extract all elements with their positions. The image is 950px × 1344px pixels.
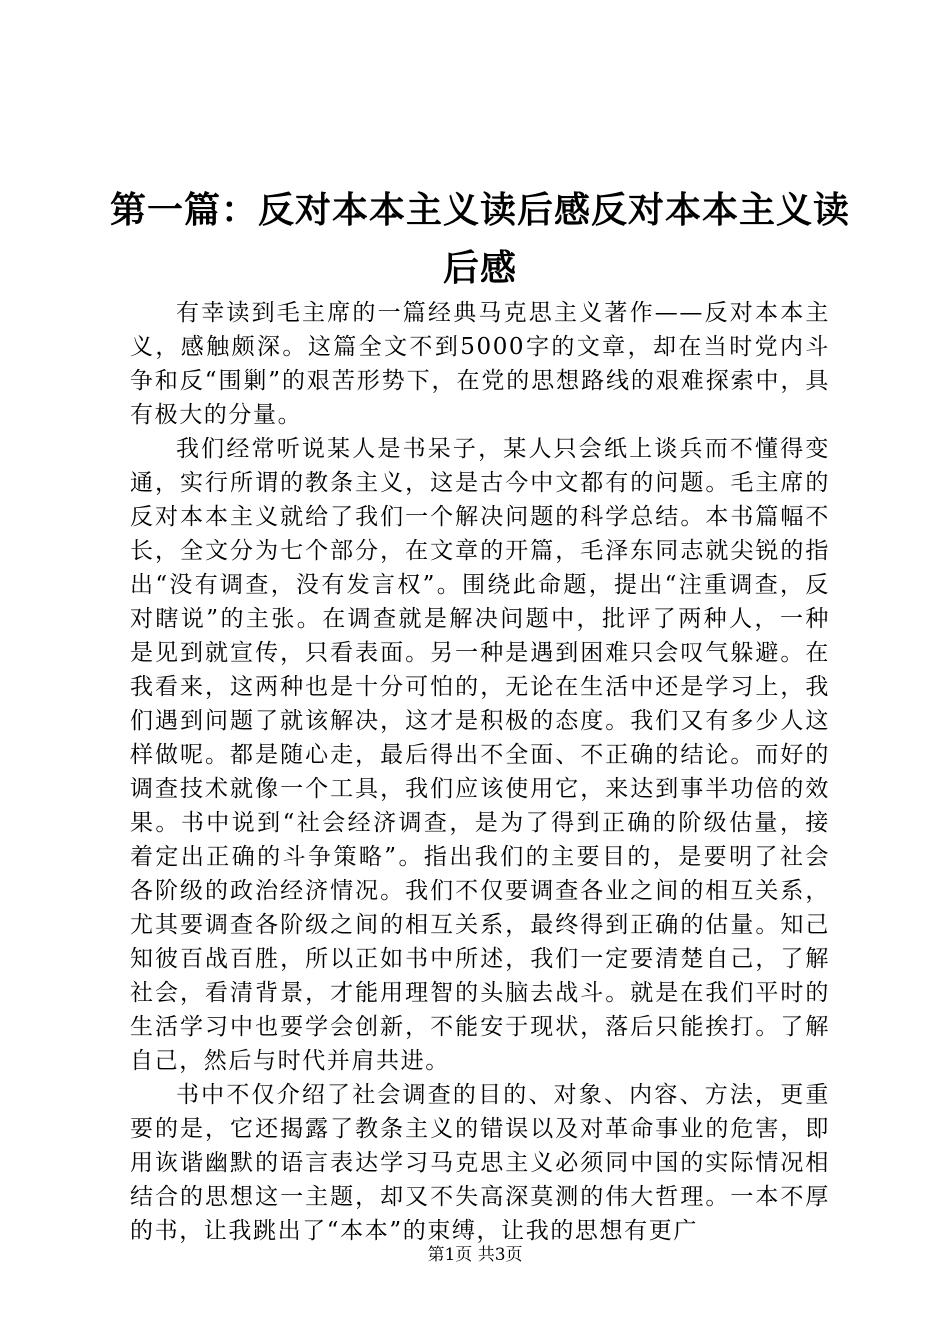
- document-title: 第一篇：反对本本主义读后感反对本本主义读后感: [109, 190, 850, 290]
- paragraph-2: 我们经常听说某人是书呆子，某人只会纸上谈兵而不懂得变通，实行所谓的教条主义，这是古今中文都有的问题。毛主席的反对本本主义就给了我们一个解决问题的科学总结。本书篇幅不长，全文分为七个部分，在文章的开篇，毛泽东同志就尖锐的指出“没有调查，没有发言权”。围绕此命题，提出“注重调查，反对瞎说”的主张。在调查就是解决问题中，批评了两种人，一种是见到就宣传，只看表面。另一种是遇到困难只会叹气躲避。在我看来，这两种也是十分可怕的，无论在生活中还是学习上，我们遇到问题了就该解决，这才是积极的态度。我们又有多少人这样做呢。都是随心走，最后得出不全面、不正确的结论。而好的调查技术就像一个工具，我们应该使用它，来达到事半功倍的效果。书中说到“社会经济调查，是为了得到正确的阶级估量，接着定出正确的斗争策略”。指出我们的主要目的，是要明了社会各阶级的政治经济情况。我们不仅要调查各业之间的相互关系，尤其要调查各阶级之间的相互关系，最终得到正确的估量。知己知彼百战百胜，所以正如书中所述，我们一定要清楚自己，了解社会，看清背景，才能用理智的头脑去战斗。就是在我们平时的生活学习中也要学会创新，不能安于现状，落后只能挨打。了解自己，然后与时代并肩共进。: [130, 436, 830, 1074]
- page-number-footer: 第1页 共3页: [427, 1245, 523, 1265]
- document-body: [130, 296, 830, 1248]
- paragraph-3: 书中不仅介绍了社会调查的目的、对象、内容、方法，更重要的是，它还揭露了教条主义的错误以及对革命事业的危害，即用诙谐幽默的语言表达学习马克思主义必须同中国的实际情况相结合的思想这一主题，却又不失高深莫测的伟大哲理。一本不厚的书，让我跳出了“本本”的束缚，让我的思想有更广: [130, 1082, 830, 1244]
- paragraph-1: 有幸读到毛主席的一篇经典马克思主义著作——反对本本主义，感触颇深。这篇全文不到5000字的文章，却在当时党内斗争和反“围剿”的艰苦形势下，在党的思想路线的艰难探索中，具有极大的分量。: [130, 300, 830, 428]
